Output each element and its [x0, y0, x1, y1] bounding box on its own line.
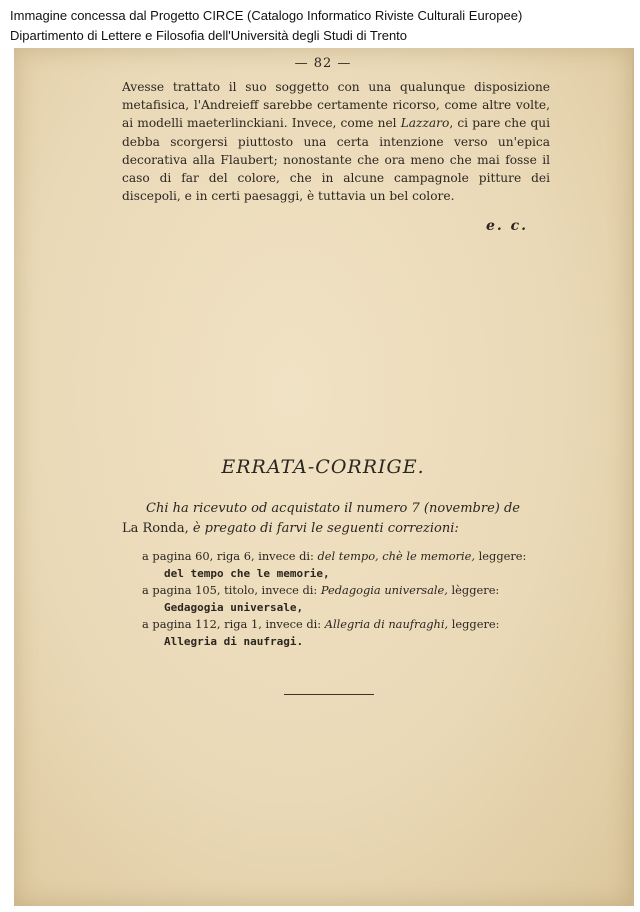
correction-wrong: Allegria di naufraghi,	[324, 617, 449, 631]
scanned-page	[14, 48, 634, 906]
errata-intro	[122, 499, 542, 539]
errata-title: ERRATA-CORRIGE.	[221, 456, 425, 478]
correction-right: Allegria di naufragi.	[164, 634, 304, 648]
review-paragraph	[122, 78, 550, 205]
correction-wrong: del tempo, chè le memorie,	[317, 549, 476, 563]
journal-name: La Ronda,	[122, 521, 189, 536]
end-rule	[284, 694, 374, 695]
credit-line-2: Dipartimento di Lettere e Filosofia dell'Università degli Studi di Trento	[10, 28, 408, 43]
errata-intro-line-2-rest: è pregato di farvi le seguenti correzioni:	[188, 521, 459, 536]
correction-item	[142, 582, 542, 616]
corrections-list	[142, 548, 542, 650]
correction-item	[142, 616, 542, 650]
correction-mid: leggere:	[448, 617, 500, 631]
errata-intro-line-2	[122, 519, 542, 539]
correction-right: Gedagogia universale,	[164, 600, 304, 614]
paragraph-text-2: , ci pare che qui debba scorgersi piuttosto una certa intenzione verso un'epica decorativa alla Flaubert; nonostante che ora meno che mai fosse il caso di far del colore, che in alcune campagnole pitture dei discepoli, e in certi paesaggi, è tuttavia un bel colore.	[122, 116, 550, 204]
correction-item	[142, 548, 542, 582]
correction-mid: lèggere:	[447, 583, 500, 597]
correction-wrong: Pedagogia universale,	[320, 583, 448, 597]
author-signature: e. c.	[486, 218, 529, 234]
errata-intro-line-1: Chi ha ricevuto od acquistato il numero 7 (novembre) de	[146, 501, 520, 516]
credit-line-1: Immagine concessa dal Progetto CIRCE (Catalogo Informatico Riviste Culturali Europee)	[10, 8, 523, 23]
correction-right: del tempo che le memorie,	[164, 566, 330, 580]
page-number: — 82 —	[294, 56, 352, 71]
paragraph-title-lazzaro: Lazzaro	[400, 116, 450, 131]
correction-prefix: a pagina 60, riga 6, invece di:	[142, 549, 318, 563]
paragraph-text-1: Avesse trattato il suo soggetto con una qualunque disposizione metafisica, l'Andreieff sarebbe certamente ricorso, come altre volte, ai modelli maeterlinckiani. Invece, come nel	[122, 80, 550, 131]
correction-mid: leggere:	[475, 549, 527, 563]
correction-prefix: a pagina 112, riga 1, invece di:	[142, 617, 325, 631]
correction-prefix: a pagina 105, titolo, invece di:	[142, 583, 321, 597]
